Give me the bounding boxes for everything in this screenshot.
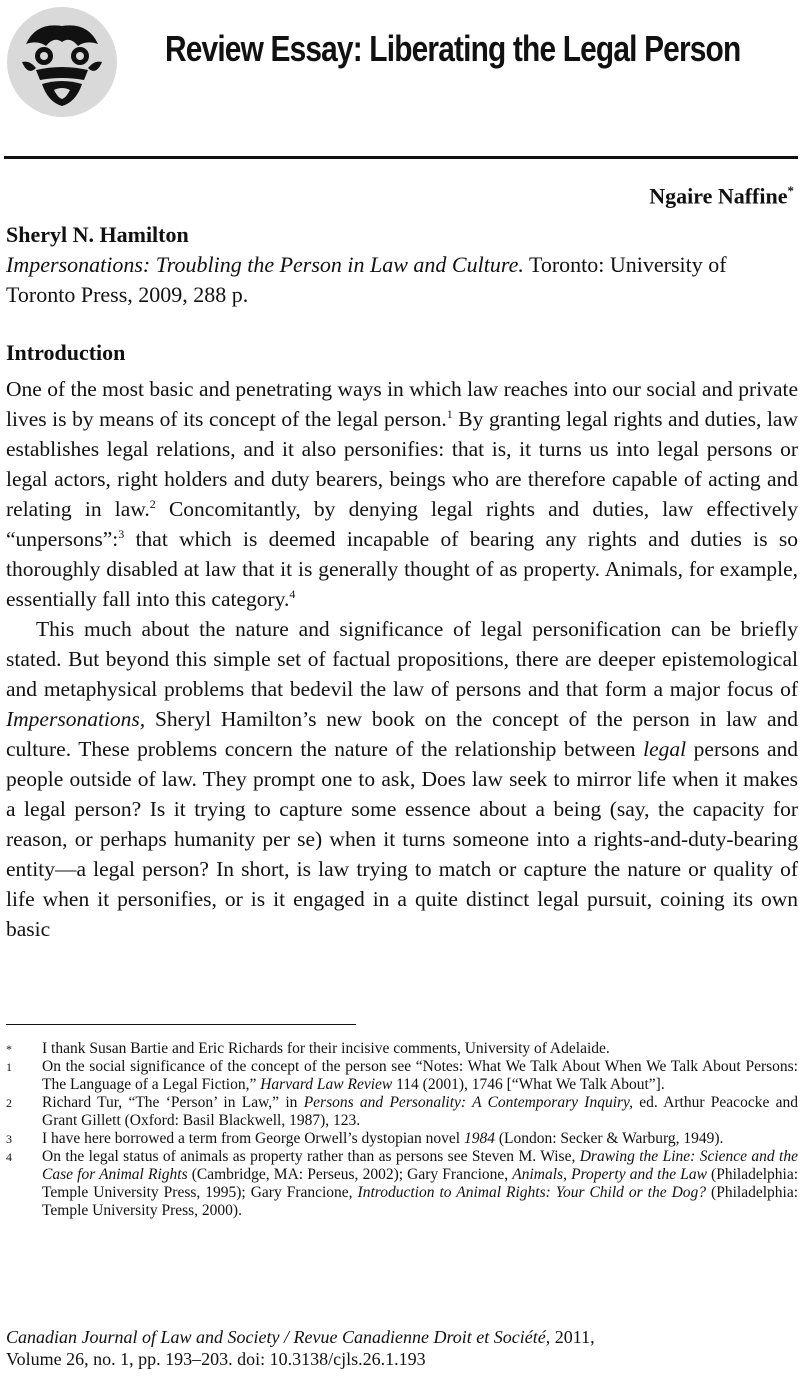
footnote-ref-4[interactable]: 4	[289, 586, 296, 601]
footnote-2	[6, 1094, 798, 1130]
footnote-mark: 1	[6, 1060, 12, 1074]
author-footnote-mark: *	[787, 183, 794, 198]
footnote-mark: *	[6, 1042, 12, 1056]
footnote-mark: 4	[6, 1150, 12, 1164]
article-author	[649, 183, 794, 209]
paragraph-1	[6, 374, 798, 614]
footnote-3	[6, 1130, 798, 1148]
title-rule	[4, 156, 798, 159]
footnote-mark: 2	[6, 1096, 12, 1110]
footnote-ref-3[interactable]: 3	[118, 526, 125, 541]
p2-text-c: Sheryl Hamilton’s new book on the concept of the person in law and culture. These problems concern the nature of the relationship between	[6, 707, 798, 761]
author-name: Ngaire Naffine	[649, 183, 788, 209]
journal-emblem-icon	[6, 6, 118, 118]
p1-text-d: that which is deemed incapable of bearing any rights and duties is so thoroughly disabled at law that it is generally thought of as property. Animals, for example, essentially fall into this category.	[6, 527, 798, 611]
journal-line-2: Volume 26, no. 1, pp. 193–203. doi: 10.3138/cjls.26.1.193	[6, 1349, 426, 1369]
journal-year: 2011,	[550, 1327, 595, 1347]
footnote-text: I have here borrowed a term from George Orwell’s dystopian novel 1984 (London: Secker & Warburg, 1949).	[42, 1130, 724, 1147]
section-heading: Introduction	[6, 340, 126, 365]
book-author: Sheryl N. Hamilton	[6, 222, 189, 247]
journal-name: Canadian Journal of Law and Society / Revue Canadienne Droit et Société,	[6, 1327, 551, 1347]
footnote-star	[6, 1040, 798, 1058]
journal-line-1	[6, 1326, 798, 1348]
article-body	[6, 374, 798, 944]
p2-text-a: This much about the nature and significance of legal personification can be briefly stated. But beyond this simple set of factual propositions, there are deeper epistemological and metaphysical problems that bedevil the law of persons and that form a major focus of	[6, 617, 798, 701]
paragraph-2	[6, 614, 798, 944]
p2-text-e: persons and people outside of law. They prompt one to ask, Does law seek to mirror life when it makes a legal person? Is it trying to capture some essence about a being (say, the capacity for reason, or perhaps humanity per se) when it turns someone into a rights-and-duty-bearing entity—a legal person? In short, is law trying to match or capture the nature or quality of life when it personifies, or is it engaged in a quite distinct legal pursuit, coining its own basic	[6, 737, 798, 941]
footnote-text: Richard Tur, “The ‘Person’ in Law,” in Persons and Personality: A Contemporary Inquiry, ed. Arthur Peacocke and Grant Gillett (Oxford: Basil Blackwell, 1987), 123.	[42, 1094, 798, 1129]
reviewed-book	[6, 220, 796, 310]
p1-text-c: Concomitantly, by denying legal rights and duties, law effectively “unpersons”:	[6, 497, 798, 551]
footnote-mark: 3	[6, 1132, 12, 1146]
footnote-text: On the social significance of the concept of the person see “Notes: What We Talk About When We Talk About Persons: The Language of a Legal Fiction,” Harvard Law Review 114 (2001), 1746 [“What We Talk About”].	[42, 1058, 798, 1093]
book-details: Toronto: University of Toronto Press, 2009, 288 p.	[6, 252, 727, 307]
p2-book-title: Impersonations,	[6, 707, 146, 731]
footnote-rule	[6, 1024, 356, 1025]
article-title: Review Essay: Liberating the Legal Person	[165, 28, 741, 69]
p2-emphasis: legal	[643, 737, 687, 761]
footnote-text: I thank Susan Bartie and Eric Richards for their incisive comments, University of Adelaide.	[42, 1040, 610, 1057]
journal-citation	[6, 1326, 798, 1370]
book-title: Impersonations: Troubling the Person in Law and Culture.	[6, 252, 524, 277]
footnotes	[6, 1040, 798, 1220]
p1-text-a: One of the most basic and penetrating ways in which law reaches into our social and private lives is by means of its concept of the legal person.	[6, 377, 798, 431]
footnote-ref-1[interactable]: 1	[446, 406, 453, 421]
book-citation	[6, 250, 796, 310]
page-header	[0, 0, 800, 130]
p1-text-b: By granting legal rights and duties, law establishes legal relations, and it also personifies: that is, it turns us into legal persons or legal actors, right holders and duty bearers, beings who are therefore capable of acting and relating in law.	[6, 407, 798, 521]
footnote-1	[6, 1058, 798, 1094]
footnote-ref-2[interactable]: 2	[149, 496, 156, 511]
footnote-4	[6, 1148, 798, 1220]
footnote-text: On the legal status of animals as property rather than as persons see Steven M. Wise, Drawing the Line: Science and the Case for Animal Rights (Cambridge, MA: Perseus, 2002); Gary Francione, Animals, Property and the Law (Philadelphia: Temple University Press, 1995); Gary Francione, Introduction to Animal Rights: Your Child or the Dog? (Philadelphia: Temple University Press, 2000).	[42, 1148, 799, 1219]
